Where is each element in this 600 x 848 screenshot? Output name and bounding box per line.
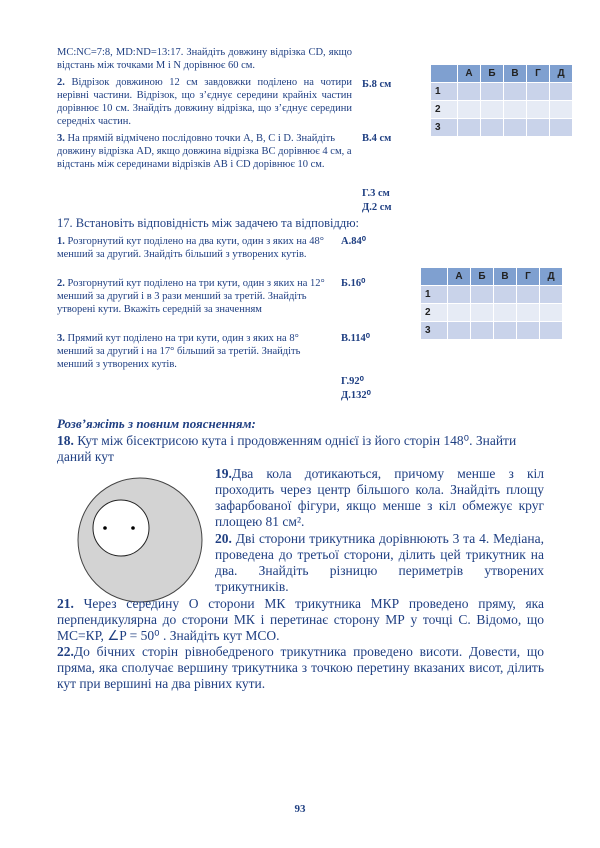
item-text: Прямий кут поділено на три кути, один з яких на 8° менший за другий і на 17° більший за третій. Знайдіть менший з утворених кутів. [57, 333, 301, 370]
item-text: На прямій відмічено послідовно точки A, B, C і D. Знайдіть довжину відрізка AD, якщо довжина відрізка BC дорівнює 4 см, а відстань між серединами відрізків AB і CD дорівнює 10 см. [57, 133, 352, 170]
item-number: 2. [57, 77, 65, 88]
item-number: 2. [57, 278, 65, 289]
task16-answer-b: Б.8 см [362, 79, 392, 90]
task-text: Через середину О сторони МК трикутника МКР проведено пряму, яка перпендикулярна до сторони МК і перетинає сторону МР у точці С. Відомо, що МС=КР, ∠P = 50⁰ . Знайдіть кут МСО. [57, 596, 544, 643]
task17-answer-g: Г.92⁰ [341, 376, 364, 387]
task17-answer-v: В.114⁰ [341, 333, 371, 344]
task-text: Кут між бісектрисою кута і продовженням однієї із його сторін 148⁰. Знайти даний кут [57, 433, 517, 464]
task16-item3 [57, 132, 357, 171]
item-text: Відрізок довжиною 12 см завдовжки поділено на чотири нерівні частини. Відрізок, що з’єднує середини крайніх частин дорівнює 10 см. Знайдіть довжину відрізка, що з’єднує середини середніх частин. [57, 77, 352, 127]
answer-table-16: А Б В Г Д 1 2 3 [430, 64, 573, 137]
task17-answer-b: Б.16⁰ [341, 278, 366, 289]
item-text: Розгорнутий кут поділено на два кути, один з яких на 48° менший за другий. Знайдіть більший з утворених кутів. [57, 236, 324, 260]
task21 [57, 596, 544, 644]
item-number: 3. [57, 133, 65, 144]
task17-answer-a: А.84⁰ [341, 236, 366, 247]
task18 [57, 433, 547, 465]
solve-heading: Розв’яжіть з повним поясненням: [57, 416, 256, 431]
task17-answer-d: Д.132⁰ [341, 390, 371, 401]
answer-table-17: А Б В Г Д 1 2 3 [420, 267, 563, 340]
task-text: Два кола дотикаються, причому менше з кіл проходить через центр більшого кола. Знайдіть площу зафарбованої фігури, якщо менше з кіл обмежує круг площею 81 см². [215, 466, 544, 529]
tangent-circles-figure [76, 476, 204, 606]
task-number: 19. [215, 466, 232, 481]
task-text: До бічних сторін рівнобедреного трикутника проведено висоти. Довести, що пряма, яка сполучає вершину трикутника з точкою перетину вказаних висот, ділить кут при вершині на два рівних кути. [57, 644, 544, 691]
item-number: 3. [57, 333, 65, 344]
task-number: 21. [57, 596, 74, 611]
task17-item3 [57, 332, 332, 371]
task22 [57, 644, 544, 692]
task16-item2 [57, 76, 352, 128]
task17-item2 [57, 277, 332, 316]
task-text: Дві сторони трикутника дорівнюють 3 та 4. Медіана, проведена до третьої сторони, ділить цей трикутник на два. Знайдіть різницю периметрів утворених трикутників. [215, 531, 545, 594]
task-number: 20. [215, 531, 232, 546]
task17-item1 [57, 235, 332, 261]
task16-answer-v: В.4 см [362, 133, 392, 144]
item-text: Розгорнутий кут поділено на три кути, один з яких на 12° менший за другий і в 3 рази менший за третій. Знайдіть утворені кути. Вкажіть середній за значенням [57, 278, 325, 315]
task20 [215, 531, 544, 595]
task-number: 18. [57, 433, 74, 448]
task16-answer-g: Г.3 см [362, 188, 390, 199]
task19 [215, 466, 544, 530]
item-number: 1. [57, 236, 65, 247]
task-number: 22. [57, 644, 74, 659]
task16-answer-d: Д.2 см [362, 202, 392, 213]
task17-title: 17. Встановіть відповідність між задачею та відповіддю: [57, 216, 360, 230]
task16-item1-continuation: MC:NC=7:8, MD:ND=13:17. Знайдіть довжину відрізка CD, якщо відстань між точками M і N дорівнює 60 см. [57, 47, 352, 71]
page-number: 93 [294, 803, 306, 815]
